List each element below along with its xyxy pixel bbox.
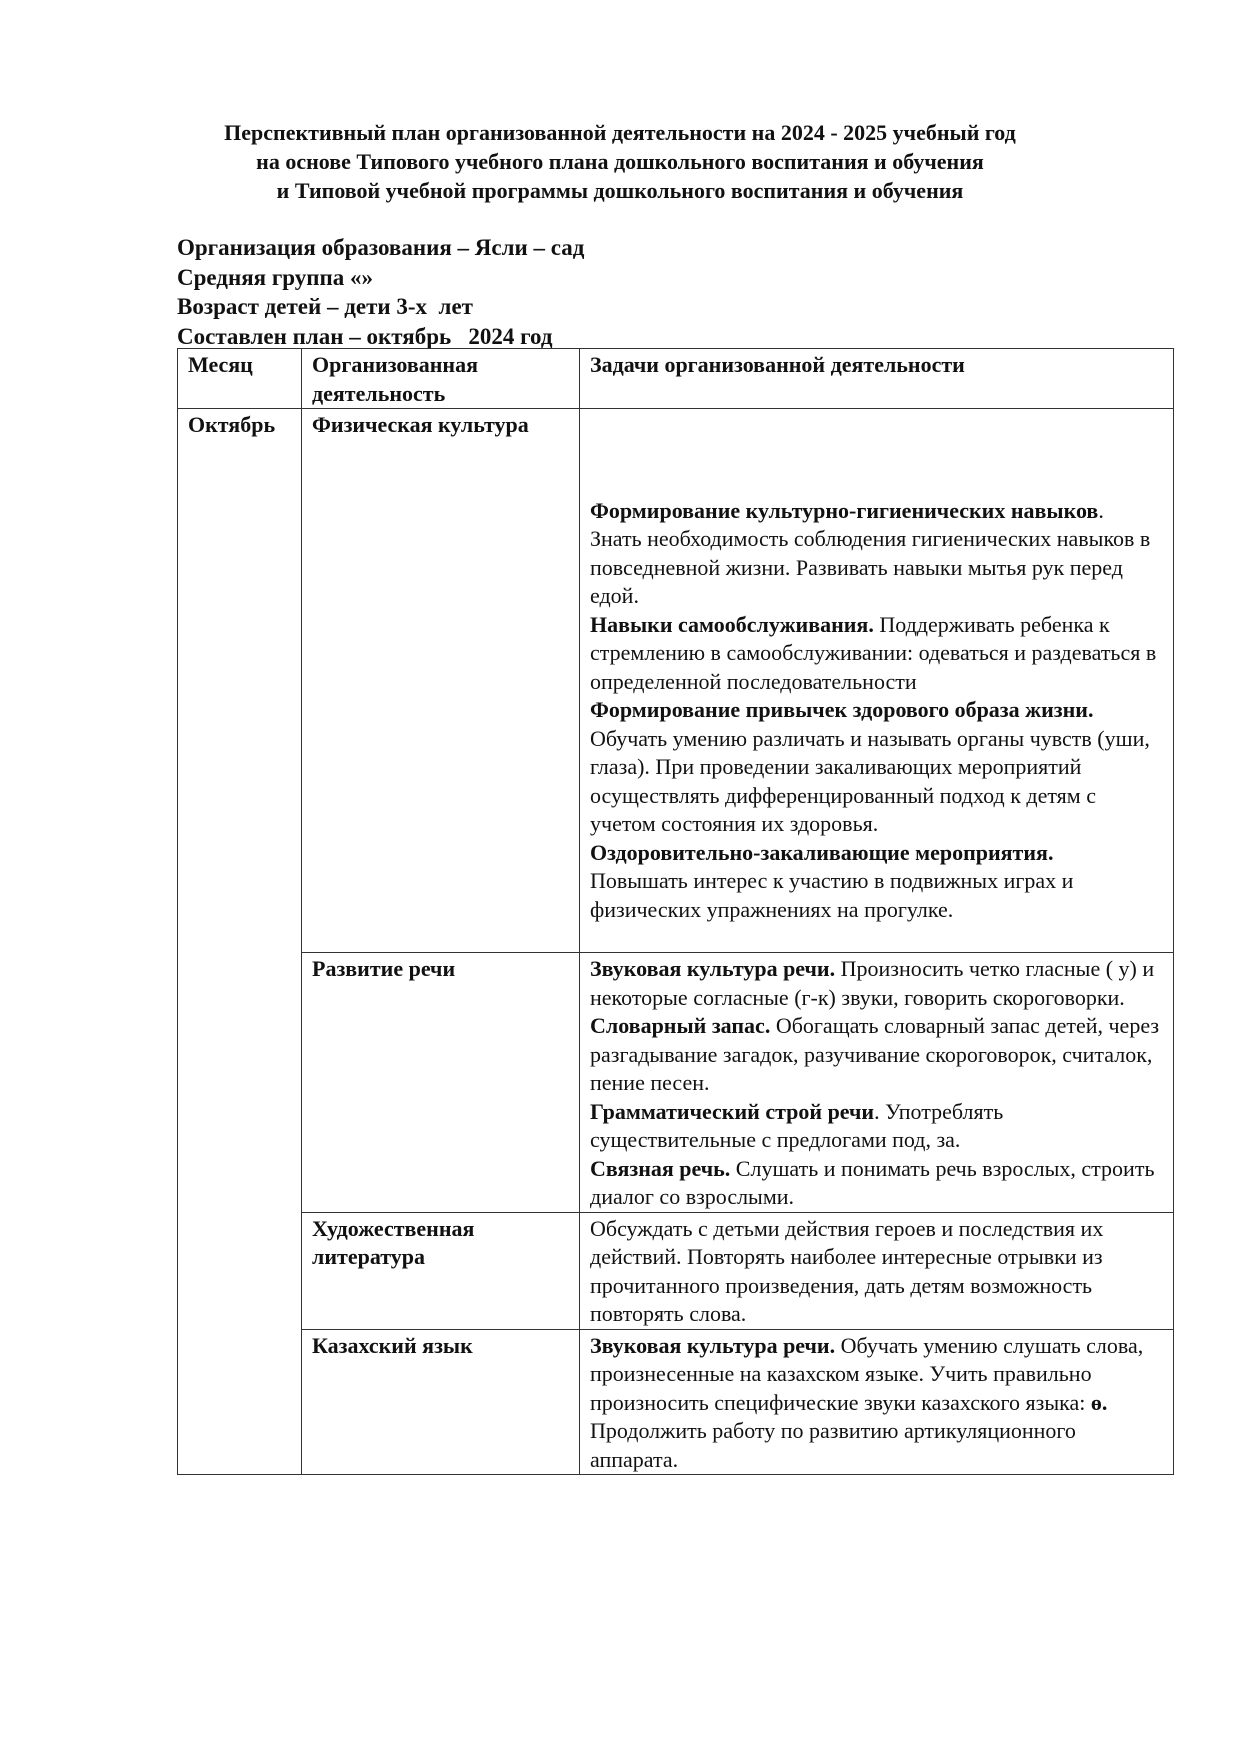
meta-age: Возраст детей – дети 3-х лет: [177, 294, 473, 319]
tasks-cell: [580, 1329, 1174, 1475]
task-text: Поддерживать ребенка к стремлению в самообслуживании: одеваться и раздеваться в определенной последовательности: [590, 611, 1157, 694]
table-row: [178, 1212, 1174, 1329]
task-paragraph: [590, 611, 1163, 697]
title-line-3: и Типовой учебной программы дошкольного воспитания и обучения: [276, 178, 964, 203]
month-cell: Октябрь: [178, 409, 302, 1475]
task-heading: Связная речь.: [590, 1155, 731, 1181]
plan-table: [177, 348, 1174, 1475]
task-text: .: [1098, 497, 1104, 523]
task-heading: Словарный запас.: [590, 1013, 771, 1038]
meta-organization: Организация образования – Ясли – сад: [177, 235, 585, 260]
task-text: Обучать умению различать и называть органы чувств (уши, глаза). При проведении закаливающих мероприятий осуществлять дифференцированный подход к детям с учетом состояния их здоровья.: [590, 725, 1150, 836]
activity-cell: Развитие речи: [302, 953, 580, 1213]
meta-compiled: Составлен план – октябрь 2024 год: [177, 323, 553, 349]
activity-cell: Казахский язык: [302, 1329, 580, 1475]
task-heading: Навыки самообслуживания.: [590, 611, 874, 637]
task-paragraph: Знать необходимость соблюдения гигиенических навыков в повседневной жизни. Развивать навыки мытья рук перед едой.: [590, 526, 1151, 608]
table-header-row: [178, 349, 1174, 409]
task-paragraph: [590, 955, 1163, 1012]
table-row: [178, 1329, 1174, 1475]
task-paragraph: [590, 696, 1163, 839]
task-text: Слушать и понимать речь взрослых, строить диалог со взрослыми.: [590, 1155, 1155, 1209]
task-paragraph: Обсуждать с детьми действия героев и последствия их действий. Повторять наиболее интересные отрывки из прочитанного произведения, дать детям возможность повторять слова.: [590, 1215, 1104, 1326]
meta-group: Средняя группа «»: [177, 264, 374, 290]
task-text: Произносить четко гласные ( у) и некоторые согласные (г-к) звуки, говорить скороговорки.: [590, 956, 1155, 1010]
task-heading: Оздоровительно-закаливающие мероприятия.: [590, 839, 1054, 865]
title-line-2: на основе Типового учебного плана дошкольного воспитания и обучения: [256, 149, 984, 174]
task-text: Повышать интерес к участию в подвижных играх и физических упражнениях на прогулке.: [590, 868, 1074, 922]
activity-cell: Художественная литература: [302, 1212, 580, 1329]
task-text: Обогащать словарный запас детей, через разгадывание загадок, разучивание скороговорок, считалок, пение песен.: [590, 1013, 1160, 1095]
header-month: Месяц: [178, 349, 302, 409]
tasks-cell: [580, 409, 1174, 953]
header-tasks: Задачи организованной деятельности: [580, 349, 1174, 409]
activity-cell: Физическая культура: [302, 409, 580, 953]
task-paragraph: [590, 1155, 1163, 1212]
task-text: . Употреблять существительные с предлогами под, за.: [590, 1098, 1004, 1152]
task-paragraph: [590, 1098, 1163, 1155]
table-row: [178, 409, 1174, 953]
task-heading: ө.: [1090, 1389, 1108, 1415]
task-heading: Звуковая культура речи.: [590, 956, 836, 981]
task-paragraph: [590, 839, 1163, 925]
task-heading: Формирование привычек здорового образа жизни.: [590, 697, 1094, 722]
task-text: Обучать умению слушать слова, произнесенные на казахском языке. Учить правильно произносить специфические звуки казахского языка:: [590, 1332, 1144, 1415]
tasks-cell: [580, 953, 1174, 1213]
task-heading: Грамматический строй речи: [590, 1098, 875, 1124]
task-paragraph: [590, 1332, 1163, 1475]
header-activity: Организованная деятельность: [302, 349, 580, 409]
task-heading: Формирование культурно-гигиенических навыков: [590, 497, 1099, 523]
task-heading: Звуковая культура речи.: [590, 1332, 836, 1358]
blank-space: [590, 924, 1163, 952]
tasks-cell: [580, 1212, 1174, 1329]
document-title: [0, 118, 1240, 205]
task-paragraph: [590, 1012, 1163, 1098]
plan-meta: [177, 233, 584, 351]
title-line-1: Перспективный план организованной деятельности на 2024 - 2025 учебный год: [224, 120, 1016, 145]
task-text: Продолжить работу по развитию артикуляционного аппарата.: [590, 1418, 1076, 1472]
table-row: [178, 953, 1174, 1213]
blank-space: [590, 411, 1163, 497]
task-paragraph: [590, 497, 1163, 526]
